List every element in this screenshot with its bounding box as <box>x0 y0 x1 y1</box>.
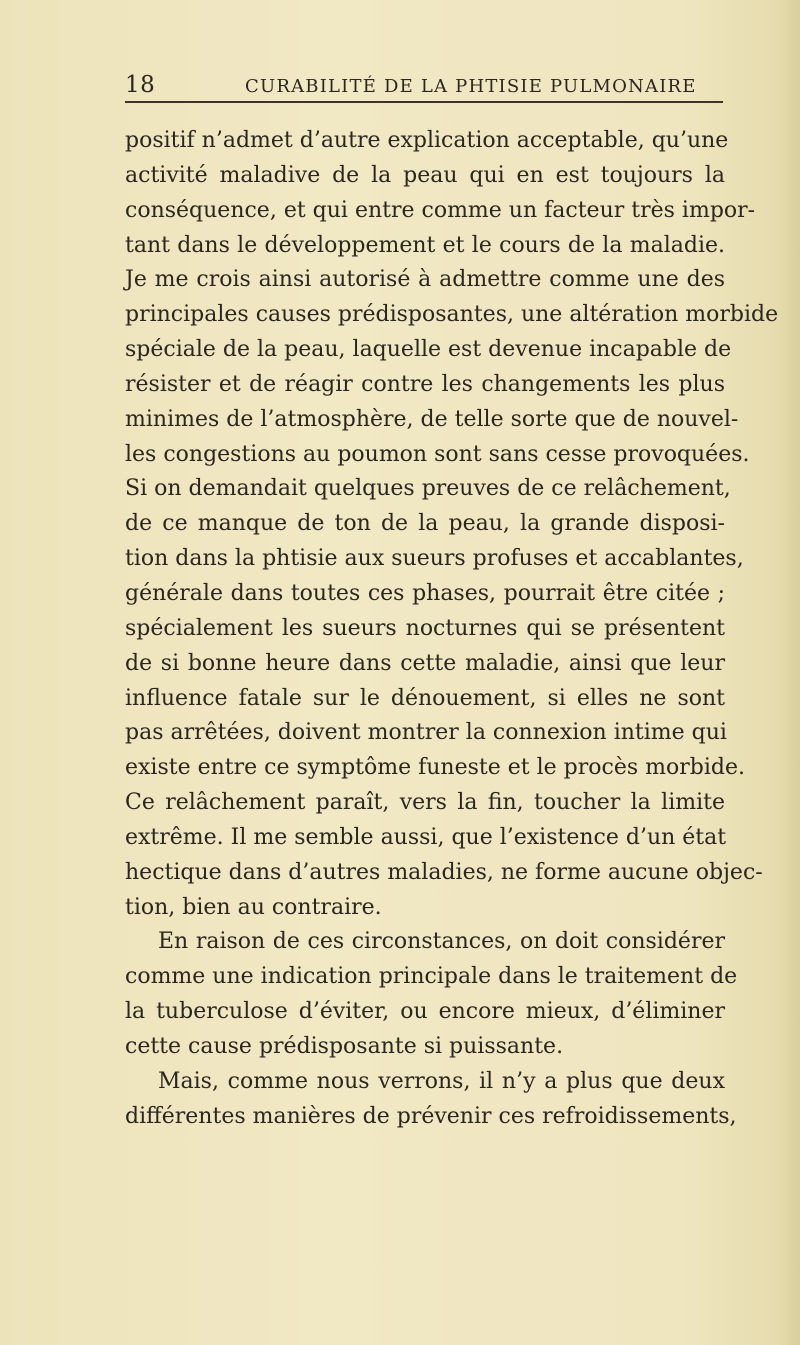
text-line: hectique dans d’autres maladies, ne forme aucune objec- <box>125 859 763 885</box>
text-line: tion, bien au contraire. <box>125 894 382 920</box>
text-line: principales causes prédisposantes, une altération morbide <box>125 302 779 328</box>
running-title: CURABILITÉ DE LA PHTISIE PULMONAIRE <box>245 76 697 97</box>
text-line: Mais, comme nous verrons, il n’y a plus que deux <box>158 1068 725 1094</box>
text-line: résister et de réagir contre les changements les plus <box>125 371 725 397</box>
text-line: tion dans la phtisie aux sueurs profuses et accablantes, <box>125 546 744 572</box>
text-line: conséquence, et qui entre comme un facteur très impor- <box>125 197 756 223</box>
text-line: Je me crois ainsi autorisé à admettre comme une des <box>125 267 725 293</box>
text-line: spécialement les sueurs nocturnes qui se présentent <box>125 615 725 641</box>
text-line: minimes de l’atmosphère, de telle sorte que de nouvel- <box>125 406 739 432</box>
text-line: la tuberculose d’éviter, ou encore mieux, d’éliminer <box>125 999 725 1025</box>
text-line: les congestions au poumon sont sans cesse provoquées. <box>125 441 750 467</box>
body-text <box>125 124 779 1134</box>
text-line: extrême. Il me semble aussi, que l’existence d’un état <box>125 824 727 850</box>
text-line: Ce relâchement paraît, vers la fin, toucher la limite <box>125 790 725 816</box>
text-line: de si bonne heure dans cette maladie, ainsi que leur <box>125 650 725 676</box>
text-line: tant dans le développement et le cours de la maladie. <box>125 232 725 258</box>
page-header <box>125 72 725 102</box>
text-line: Si on demandait quelques preuves de ce relâchement, <box>125 476 731 502</box>
text-line: comme une indication principale dans le traitement de <box>125 964 738 990</box>
text-line: générale dans toutes ces phases, pourrait être citée ; <box>125 580 725 606</box>
text-line: pas arrêtées, doivent montrer la connexion intime qui <box>125 720 727 746</box>
text-line: existe entre ce symptôme funeste et le procès morbide. <box>125 755 745 781</box>
text-line: différentes manières de prévenir ces refroidissements, <box>125 1103 737 1129</box>
header-rule <box>125 101 723 103</box>
text-line: activité maladive de la peau qui en est toujours la <box>125 162 725 188</box>
text-line: En raison de ces circonstances, on doit considérer <box>158 929 725 955</box>
page-number: 18 <box>125 72 156 98</box>
text-line: influence fatale sur le dénouement, si elles ne sont <box>125 685 725 711</box>
text-line: de ce manque de ton de la peau, la grande disposi- <box>125 511 725 537</box>
text-line: spéciale de la peau, laquelle est devenue incapable de <box>125 337 732 363</box>
text-line: positif n’admet d’autre explication acceptable, qu’une <box>125 128 729 153</box>
text-line: cette cause prédisposante si puissante. <box>125 1033 564 1059</box>
